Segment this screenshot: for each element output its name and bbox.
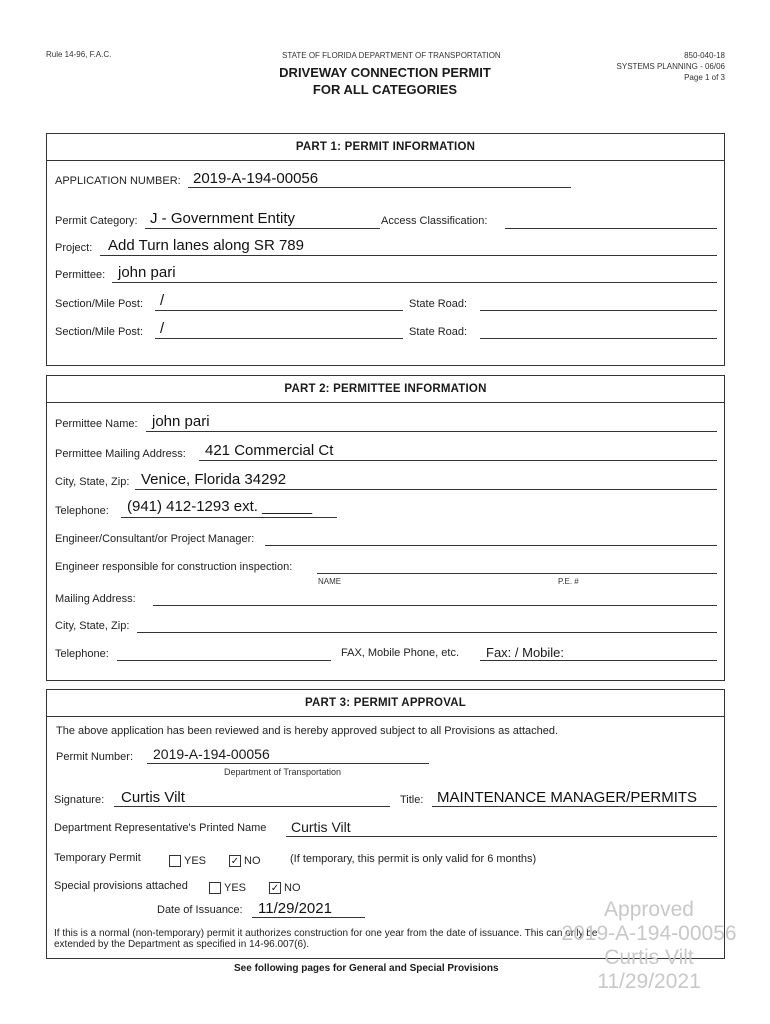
permit-category-line [145, 228, 380, 229]
form-division: SYSTEMS PLANNING - 06/06 [616, 62, 725, 71]
fax-value[interactable]: Fax: / Mobile: [486, 645, 565, 660]
page-number: Page 1 of 3 [684, 73, 725, 82]
engineer-label: Engineer/Consultant/or Project Manager: [55, 533, 255, 545]
check-mark-icon: ✓ [230, 856, 240, 867]
signature-value[interactable]: Curtis Vilt [121, 789, 185, 806]
telephone-value[interactable]: (941) 412-1293 ext. ______ [127, 498, 313, 515]
special-yes-label: YES [224, 882, 247, 894]
printed-name-line [286, 836, 717, 837]
form-number: 850-040-18 [684, 51, 725, 60]
check-mark-icon: ✓ [270, 883, 280, 894]
normal-permit-note-line2: extended by the Department as specified in 14-96.007(6). [54, 939, 310, 950]
mailing-address-line [199, 460, 717, 461]
engineer-inspection-line [317, 573, 717, 574]
engineer-line [265, 545, 717, 546]
application-number-value[interactable]: 2019-A-194-00056 [193, 170, 319, 187]
state-road-label-2: State Road: [409, 326, 468, 338]
permittee-label: Permittee: [55, 269, 106, 281]
city-state-zip-label: City, State, Zip: [55, 476, 130, 488]
normal-permit-note-line1: If this is a normal (non-temporary) permit it authorizes construction for one year from the date of issuance. This can only be [54, 928, 598, 939]
project-label: Project: [55, 242, 93, 254]
issuance-date-label: Date of Issuance: [157, 904, 243, 916]
title-value[interactable]: MAINTENANCE MANAGER/PERMITS [437, 789, 698, 806]
temporary-note: (If temporary, this permit is only valid for 6 months) [290, 853, 537, 865]
eng-mailing-address-label: Mailing Address: [55, 593, 136, 605]
eng-mailing-address-line [153, 605, 717, 606]
section-mile-post-line-1 [155, 310, 403, 311]
approval-statement: The above application has been reviewed and is hereby approved subject to all Provisions as attached. [56, 725, 559, 737]
application-number-label: APPLICATION NUMBER: [55, 175, 181, 187]
printed-name-label: Department Representative's Printed Name [54, 822, 267, 834]
temporary-yes-checkbox[interactable] [169, 855, 181, 867]
part3-heading: PART 3: PERMIT APPROVAL [47, 690, 724, 717]
temporary-yes-label: YES [184, 855, 207, 867]
dept-caption: Department of Transportation [224, 767, 342, 777]
eng-telephone-label: Telephone: [55, 648, 109, 660]
temporary-no-label: NO [244, 855, 261, 867]
section-mile-post-label-2: Section/Mile Post: [55, 326, 144, 338]
project-value[interactable]: Add Turn lanes along SR 789 [108, 237, 304, 254]
printed-name-value[interactable]: Curtis Vilt [291, 819, 351, 835]
form-title-line2: FOR ALL CATEGORIES [312, 82, 458, 97]
form-title [235, 64, 535, 98]
stamp-line4: 11/29/2021 [597, 970, 701, 993]
permit-category-value[interactable]: J - Government Entity [150, 210, 296, 227]
permit-number-line [147, 763, 429, 764]
pe-caption: P.E. # [558, 577, 579, 586]
stamp-line1: Approved [604, 898, 694, 921]
title-line [432, 806, 717, 807]
state-road-label-1: State Road: [409, 298, 468, 310]
city-state-zip-value[interactable]: Venice, Florida 34292 [141, 471, 287, 488]
permit-number-label: Permit Number: [56, 751, 134, 763]
part2-section [46, 375, 725, 681]
telephone-label: Telephone: [55, 505, 109, 517]
part2-heading: PART 2: PERMITTEE INFORMATION [47, 376, 724, 403]
fax-label: FAX, Mobile Phone, etc. [341, 647, 460, 659]
section-mile-post-line-2 [155, 338, 403, 339]
special-no-label: NO [284, 882, 301, 894]
special-no-checkbox[interactable] [269, 882, 281, 894]
section-mile-post-value-2[interactable]: / [160, 320, 165, 337]
stamp-line3: Curtis Vilt [604, 946, 694, 969]
project-line [100, 255, 717, 256]
permittee-name-value[interactable]: john pari [152, 413, 210, 430]
section-mile-post-value-1[interactable]: / [160, 292, 165, 309]
issuance-date-value[interactable]: 11/29/2021 [258, 900, 332, 917]
access-classification-label: Access Classification: [381, 215, 488, 227]
city-state-zip-line [135, 489, 717, 490]
eng-telephone-line [117, 660, 331, 661]
eng-city-state-zip-label: City, State, Zip: [55, 620, 130, 632]
normal-permit-note [54, 928, 597, 950]
state-road-line-2 [480, 338, 717, 339]
permit-number-value[interactable]: 2019-A-194-00056 [153, 746, 270, 762]
permit-category-label: Permit Category: [55, 215, 138, 227]
engineer-inspection-label: Engineer responsible for construction inspection: [55, 561, 293, 573]
stamp-line2: 2019-A-194-00056 [561, 922, 737, 945]
section-mile-post-label-1: Section/Mile Post: [55, 298, 144, 310]
temporary-no-checkbox[interactable] [229, 855, 241, 867]
issuance-date-line [252, 917, 365, 918]
special-yes-checkbox[interactable] [209, 882, 221, 894]
agency-name: STATE OF FLORIDA DEPARTMENT OF TRANSPORTATION [282, 51, 501, 60]
special-provisions-label: Special provisions attached [54, 880, 188, 892]
rule-reference: Rule 14-96, F.A.C. [46, 50, 112, 59]
approval-stamp [549, 898, 749, 994]
name-caption: NAME [318, 577, 342, 586]
part1-heading: PART 1: PERMIT INFORMATION [47, 134, 724, 161]
title-label: Title: [400, 794, 424, 806]
telephone-line [121, 517, 337, 518]
form-info [617, 50, 725, 83]
signature-line [114, 806, 390, 807]
mailing-address-value[interactable]: 421 Commercial Ct [205, 442, 334, 459]
fax-line [480, 660, 717, 661]
form-title-line1: DRIVEWAY CONNECTION PERMIT [279, 65, 491, 80]
eng-city-state-zip-line [137, 632, 717, 633]
state-road-line-1 [480, 310, 717, 311]
mailing-address-label: Permittee Mailing Address: [55, 448, 186, 460]
permittee-line [112, 282, 717, 283]
temporary-permit-label: Temporary Permit [54, 852, 141, 864]
access-classification-line [505, 228, 717, 229]
permittee-name-label: Permittee Name: [55, 418, 138, 430]
provisions-footer-note: See following pages for General and Special Provisions [234, 963, 499, 974]
permittee-value[interactable]: john pari [118, 264, 176, 281]
permittee-name-line [146, 431, 717, 432]
signature-label: Signature: [54, 794, 105, 806]
application-number-line [188, 187, 571, 188]
